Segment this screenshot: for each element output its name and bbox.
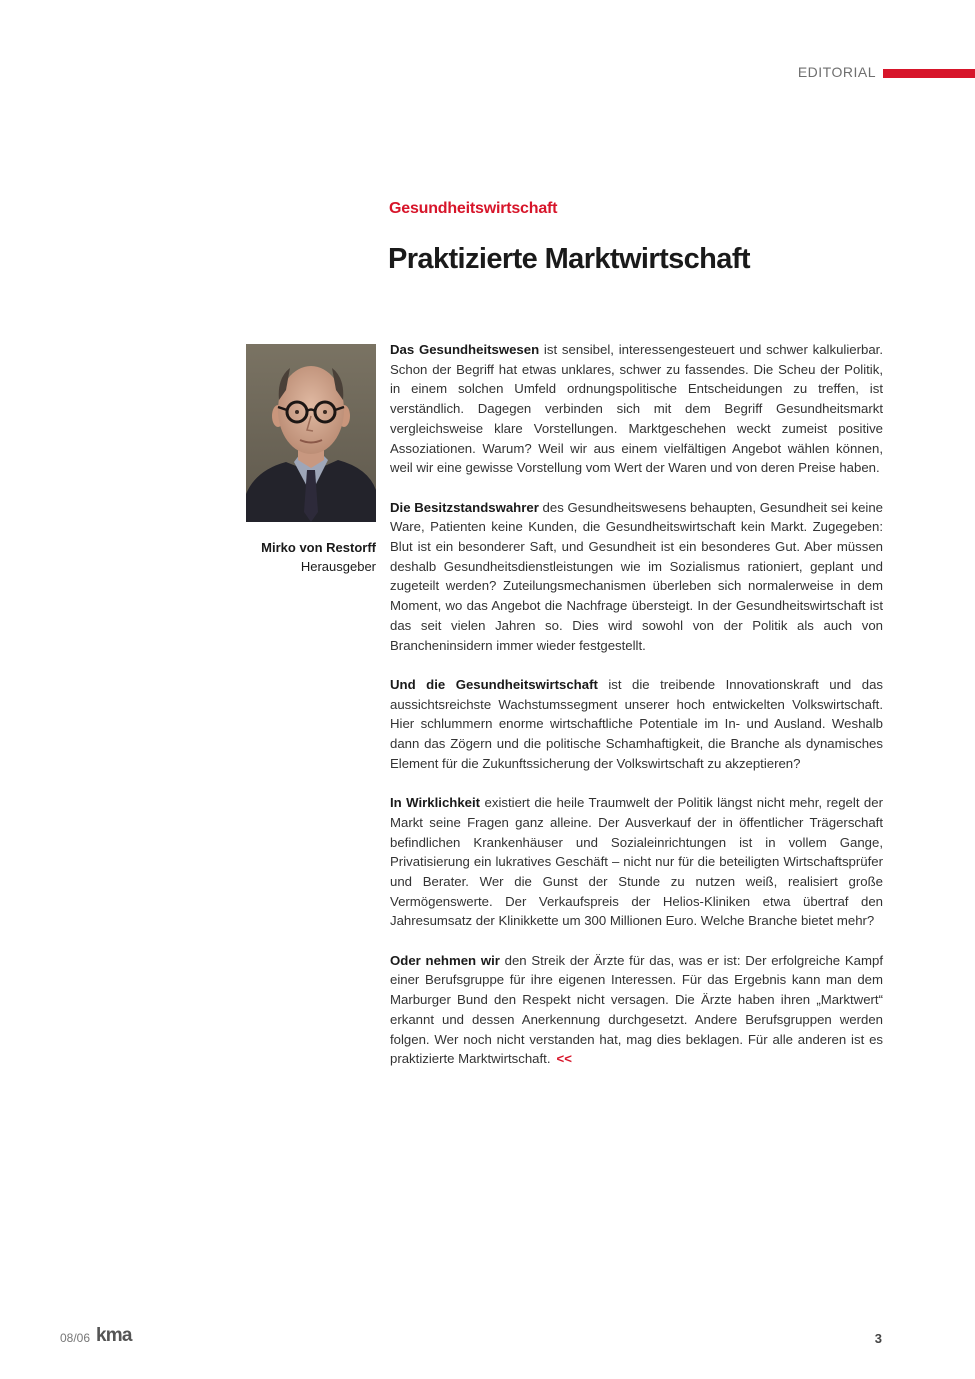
footer-issue: 08/06 [60, 1331, 91, 1345]
paragraph-lead: Die Besitzstandswahrer [390, 499, 539, 515]
section-accent-bar [883, 69, 975, 78]
article-body [390, 340, 883, 1089]
article-paragraph [390, 498, 883, 656]
paragraph-lead: Oder nehmen wir [390, 952, 500, 968]
page-number: 3 [874, 1331, 882, 1346]
paragraph-lead: Und die Gesundheitswirtschaft [390, 676, 598, 692]
article-title: Praktizierte Marktwirtschaft [388, 243, 750, 275]
paragraph-lead: In Wirklichkeit [390, 795, 481, 811]
author-role: Herausgeber [300, 559, 376, 574]
author-caption [196, 538, 376, 576]
article-paragraph [390, 340, 883, 478]
paragraph-text: ist sensibel, interessengesteuert und schwer kalkulierbar. Schon der Begriff hat etwas unklares, schwer zu fassendes. Die Scheu der Politik, in einem solchen Umfeld ordnungspolitische Entscheidungen zu treffen, ist verständlich. Dagegen verbinden sich mit dem Begriff Gesundheitsmarkt vergleichsweise klare Vorstellungen. Marktgeschehen weckt zumeist positive Assoziationen. Warum? Weil wir aus einem vielfältigen Angebot wählen können, weil wir eine gewisse Vorstellung vom Wert der Waren und von deren Preise haben. [390, 342, 883, 476]
paragraph-text: existiert die heile Traumwelt der Politik längst nicht mehr, regelt der Markt seine Fragen ganz alleine. Der Ausverkauf der in öffentlicher Trägerschaft befindlichen Krankenhäuser und Sozialeinrichtungen ist in vollem Gange, Privatisierung ein lukratives Geschäft – nicht nur für die beteiligten Wirtschaftsprüfer und Berater. Wer die Gunst der Stunde zu nutzen weiß, realisiert große Vermögenswerte. Der Verkaufspreis der Helios-Kliniken etwa übertraf den Jahresumsatz der Klinikkette um 300 Millionen Euro. Welche Branche bietet mehr? [390, 795, 883, 929]
article-paragraph [390, 793, 883, 931]
paragraph-text: den Streik der Ärzte für das, was er ist: Der erfolgreiche Kampf einer Berufsgruppe für ihre eigenen Interessen. Für das Ergebnis kann man dem Marburger Bund den Respekt nicht versagen. Die Ärzte haben ihren „Marktwert“ erkannt und dessen Anerkennung durchgesetzt. Andere Berufsgruppen werden folgen. Wer noch nicht verstanden hat, mag dies beklagen. Für alle anderen ist es praktizierte Marktwirtschaft. [390, 952, 883, 1067]
author-portrait [246, 344, 376, 522]
author-portrait-image [246, 344, 376, 522]
paragraph-text: ist die treibende Innovationskraft und das aussichtsreichste Wachstumssegment unserer hoch entwickelten Volkswirtschaft. Hier schlummern enorme wirtschaftliche Potentiale im In- und Ausland. Weshalb dann das Zögern und die politische Schamhaftigkeit, die Branche als dynamisches Element für die Zukunftssicherung der Volkswirtschaft zu akzeptieren? [390, 676, 883, 771]
author-name: Mirko von Restorff [261, 540, 376, 555]
article-paragraph [390, 675, 883, 774]
article-paragraph [390, 951, 883, 1069]
paragraph-lead: Das Gesundheitswesen [390, 342, 540, 357]
article-kicker: Gesundheitswirtschaft [389, 200, 558, 217]
end-mark-icon: << [556, 1051, 572, 1067]
section-label: EDITORIAL [797, 64, 876, 80]
kma-logo: kma [96, 1325, 132, 1346]
paragraph-text: des Gesundheitswesens behaupten, Gesundheit sei keine Ware, Patienten keine Kunden, die Gesundheitswirtschaft kein Markt. Zugegeben: Blut ist ein besonderer Saft, und Gesundheit ist ein besonderes Gut. Aber müssen deshalb Gesundheitsdienstleistungen wie im Sozialismus rationiert, geplant und zugeteilt werden? Zuteilungsmechanismen überleben sich normalerweise in dem Moment, wo das Angebot die Nachfrage übersteigt. In der Gesundheitswirtschaft ist das seit vielen Jahren so. Dies wird sowohl von der Politik als auch von Brancheninsidern immer wieder festgestellt. [390, 499, 884, 653]
